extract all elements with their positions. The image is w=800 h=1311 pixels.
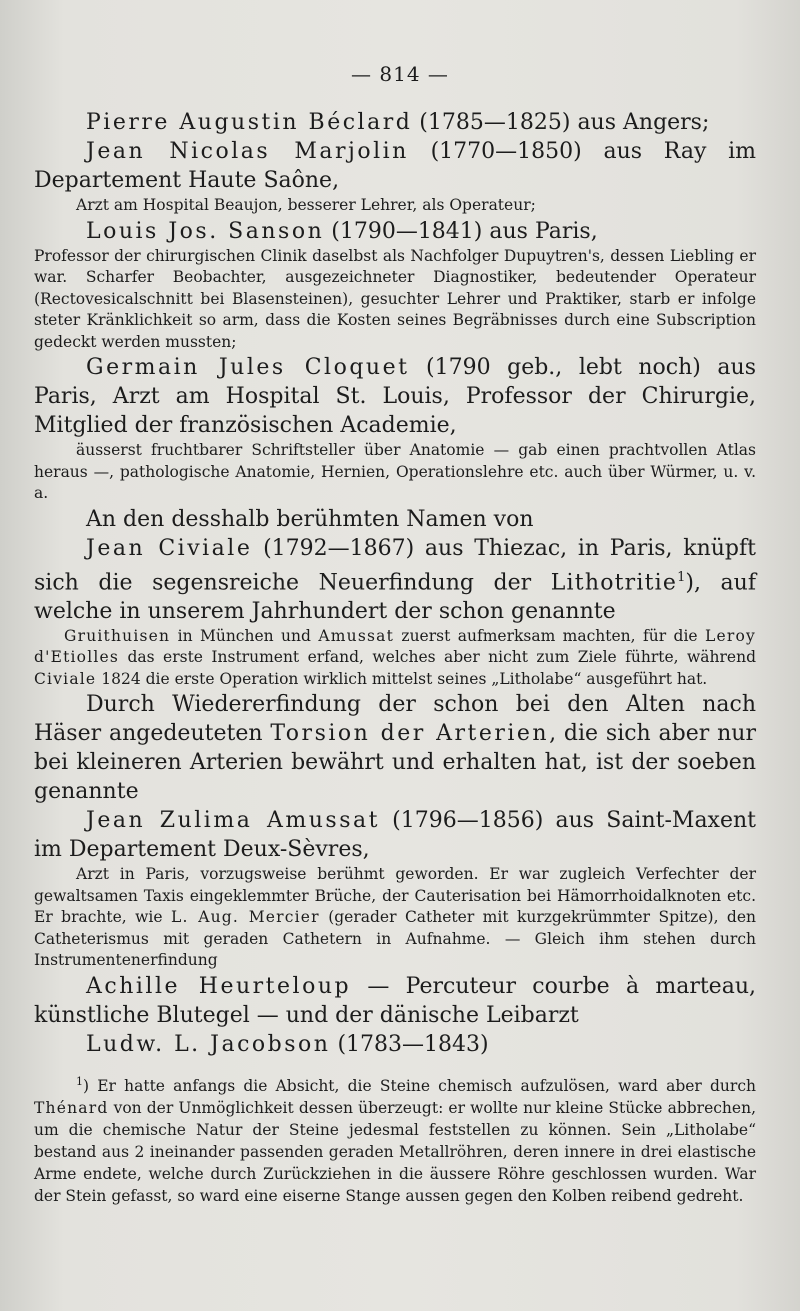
footnote-ref[interactable]: 1 [677,569,686,585]
person-name: Jean Nicolas Marjolin [86,139,409,164]
transition-text: An den desshalb berühmten Namen von [86,506,534,532]
page-body [34,108,756,1207]
entry-sanson: Louis Jos. Sanson (1790—1841) aus Paris, [86,218,598,244]
term-torsion: Torsion der Arterien [270,721,550,747]
entry-marjolin-desc: Arzt am Hospital Beaujon, besserer Lehrer, als Operateur; [76,196,536,214]
footnote-marker: 1 [76,1074,83,1088]
entry-amussat: Jean Zulima Amussat (1796—1856) aus Saint-Maxent im Departement Deux-Sèvres, [34,808,756,863]
entry-cloquet-desc: äusserst fruchtbarer Schriftsteller über Anatomie — gab einen prachtvollen Atlas heraus —, pathologische Anatomie, Hernien, Operationslehre etc. auch über Würmer, u. v. a. [34,441,756,502]
gruithuisen-paragraph: Gruithuisen in München und Amussat zuerst aufmerksam machten, für die Leroy d'Etiolles das erste Instrument erfand, welches aber nicht zum Ziele führte, während Civiale 1824 die erste Operation wirklich mittelst seines „Litholabe“ ausgeführt hat. [34,626,756,688]
entry-cloquet: Germain Jules Cloquet (1790 geb., lebt noch) aus Paris, Arzt am Hospital St. Louis, Professor der Chirurgie, Mitglied der französischen Academie, [34,355,756,438]
entry-amussat-desc: Arzt in Paris, vorzugsweise berühmt geworden. Er war zugleich Verfechter der gewaltsamen Taxis eingeklemmter Brüche, der Cauterisation bei Hämorrhoidalknoten etc. Er brachte, wie L. Aug. Mercier (gerader Catheter mit kurzgekrümmter Spitze), den Catheterismus mit geraden Cathetern in Aufnahme. — Gleich ihm stehen durch Instrumentenerfindung [34,865,756,970]
person-name: Pierre Augustin Béclard [86,110,413,135]
entry-jacobson: Ludw. L. Jacobson (1783—1843) [86,1031,489,1057]
person-name: Achille Heurteloup [86,973,352,999]
entry-sanson-desc: Professor der chirurgischen Clinik daselbst als Nachfolger Dupuytren's, dessen Liebling er war. Scharfer Beobachter, ausgezeichneter Diagnostiker, bedeutender Operateur (Rectovesicalschnitt bei Blasensteinen), gesuchter Lehrer und Praktiker, starb er infolge steter Kränklichkeit so arm, dass die Kosten seines Begräbnisses durch eine Subscription gedeckt werden mussten; [34,246,756,351]
torsion-paragraph: Durch Wiedererfindung der schon bei den Alten nach Häser angedeuteten Torsion der Arterien, die sich aber nur bei kleineren Arterien bewährt und erhalten hat, ist der soeben genannte [34,692,756,805]
entry-marjolin: Jean Nicolas Marjolin (1770—1850) aus Ray im Departement Haute Saône, [34,139,757,193]
term-lithotritie: Lithotritie [550,569,678,595]
person-name: Jean Zulima Amussat [86,808,380,834]
person-name: Jean Civiale [86,535,253,561]
entry-beclard: Pierre Augustin Béclard (1785—1825) aus Angers; [86,110,710,135]
entry-civiale: Jean Civiale (1792—1867) aus Thiezac, in Paris, knüpft sich die segensreiche Neuerfindung der Lithotritie$^1$), auf welche in unserem Jahrhundert der schon genannte [34,535,757,624]
person-name: Ludw. L. Jacobson [86,1031,331,1057]
footnote: $^1$) Er hatte anfangs die Absicht, die Steine chemisch aufzulösen, ward aber durch Thénard von der Unmöglichkeit dessen überzeugt: er wollte nur kleine Stücke abbrechen, um die chemische Natur der Steine jedesmal feststellen zu können. Sein „Litholabe“ bestand aus 2 ineinander passenden geraden Metallröhren, deren innere in drei elastische Arme endete, welche durch Zurückziehen in die äussere Röhre geschlossen wurden. War der Stein gefasst, so ward eine eiserne Stange aussen gegen den Kolben reibend gedreht. [34,1074,756,1205]
page-number: — 814 — [351,62,449,86]
entry-heurteloup: Achille Heurteloup — Percuteur courbe à marteau, künstliche Blutegel — und der dänische Leibarzt [34,973,756,1028]
person-name: Germain Jules Cloquet [86,355,410,380]
person-name: Louis Jos. Sanson [86,218,325,244]
